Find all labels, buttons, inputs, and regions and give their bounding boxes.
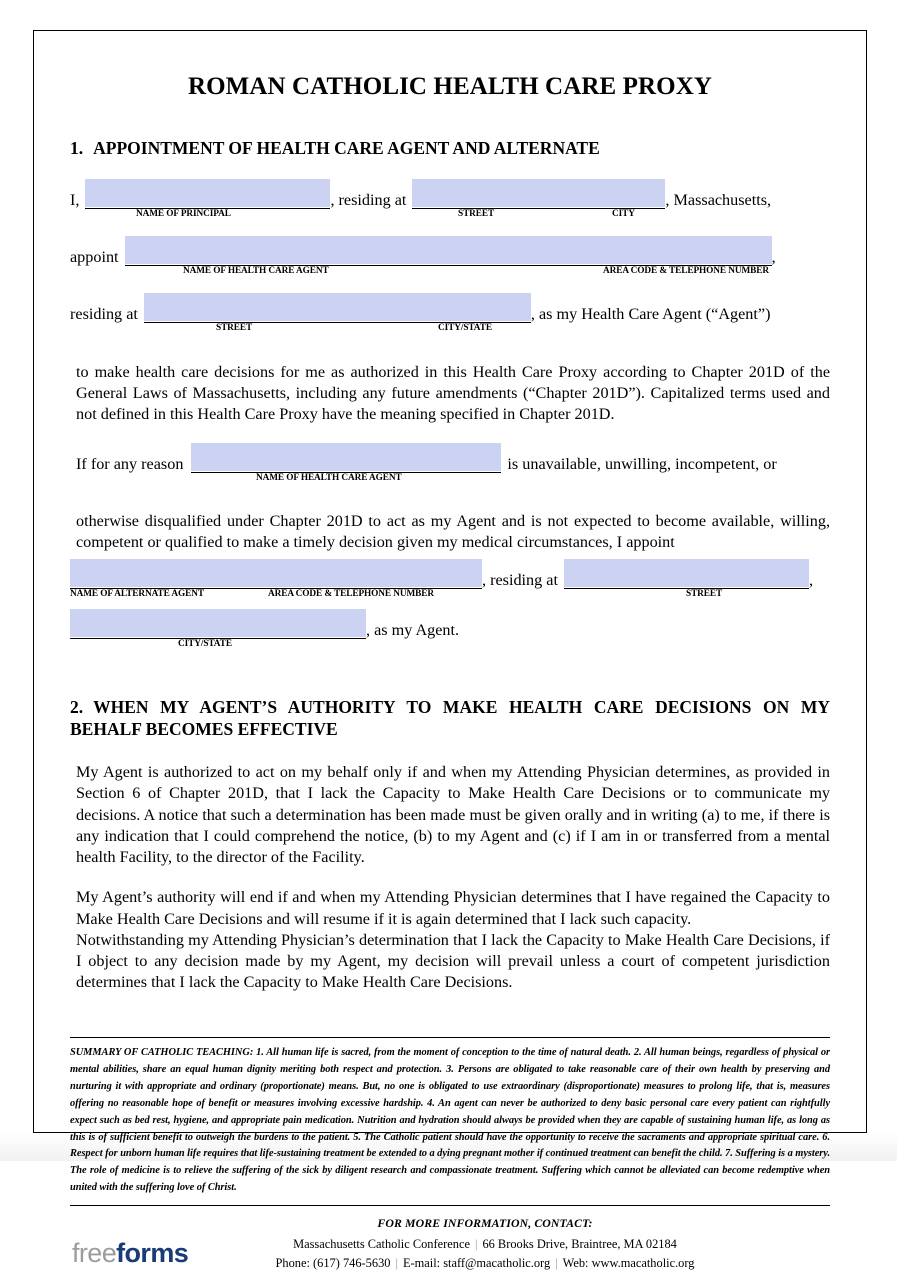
line1-prefix: I,	[70, 190, 80, 209]
section-2-paragraph-2: My Agent’s authority will end if and when my Attending Physician determines that I have regained the Capacity to Make Health Care Decisions and will resume if it is again determined that I lack such capacity.	[76, 888, 830, 928]
field-fill	[144, 293, 531, 321]
alternate-agent-name-phone-field[interactable]	[70, 559, 482, 589]
unavailable-agent-name-field[interactable]	[191, 443, 501, 473]
email-address[interactable]: E-mail: staff@macatholic.org	[402, 1255, 551, 1270]
footer	[70, 1216, 830, 1280]
section-1-paragraph-2: otherwise disqualified under Chapter 201D to act as my Agent and is not expected to become available, willing, competent or qualified to make a timely decision given my medical circumstances, I appoint	[76, 511, 830, 551]
line1-suffix: , Massachusetts,	[665, 190, 772, 209]
alternate-agent-street-field[interactable]	[564, 559, 809, 589]
caption-name-of-health-care-agent: NAME OF HEALTH CARE AGENT	[183, 266, 329, 277]
line3-prefix: residing at	[70, 304, 138, 323]
form-row-agent-unavailable	[70, 443, 830, 486]
summary-of-catholic-teaching	[70, 1045, 830, 1197]
caption-name-of-alternate-agent: NAME OF ALTERNATE AGENT	[70, 589, 204, 600]
line6-suffix: , as my Agent.	[366, 620, 460, 639]
form-row-agent-residence	[70, 293, 830, 336]
caption-name-of-principal: NAME OF PRINCIPAL	[136, 209, 231, 220]
section-1-heading	[70, 137, 830, 159]
summary-bottom-divider	[70, 1205, 830, 1206]
document-page	[33, 30, 867, 1270]
line6-captions	[70, 639, 830, 652]
organization-name: Massachusetts Catholic Conference	[293, 1237, 470, 1252]
caption-city: CITY	[612, 209, 635, 220]
section-1-paragraph-1: to make health care decisions for me as authorized in this Health Care Proxy according to Chapter 201D of the General Laws of Massachusetts, including any future amendments (“Chapter 201D”). Capitalized terms used and not defined in this Health Care Proxy have the meaning specified in Chapter 201D.	[76, 363, 830, 424]
field-fill	[191, 443, 501, 471]
line5-captions	[70, 589, 830, 602]
line3-captions	[70, 323, 830, 336]
form-row-principal	[70, 179, 830, 222]
line2-suffix: ,	[771, 247, 776, 266]
alternate-citystate-field[interactable]	[70, 609, 366, 639]
field-fill	[412, 179, 665, 207]
section-2-heading-text: WHEN MY AGENT’S AUTHORITY TO MAKE HEALTH CARE DECISIONS ON MY BEHALF BECOMES EFFECTIVE	[70, 697, 830, 740]
caption-area-code-telephone: AREA CODE & TELEPHONE NUMBER	[603, 266, 769, 277]
summary-body: 1. All human life is sacred, from the moment of conception to the time of natural death. 2. All human beings, regardless of physical or mental abilities, share an equal human dignity meriting both respect and protection. 3. Persons are obligated to take reasonable care of their own health by preserving and nurturing it with appropriate and ordinary (proportionate) means. But, no one is obligated to use extraordinary (disproportionate) measures to prolong life, that is, measures offering no reasonable hope of benefit or measures involving excessive hardship. 4. An agent can never be authorized to deny basic personal care every patient can rightfully expect such as bed rest, hygiene, and appropriate pain medication. Nutrition and hydration should always be provided when they are capable of sustaining human life, as long as this is of sufficient benefit to outweigh the burdens to the patient. 5. The Catholic patient should have the opportunity to receive the sacraments and appropriate spiritual care. 6. Respect for unborn human life requires that life-sustaining treatment be extended to a dying pregnant mother if continued treatment can benefit the child. 7. Suffering is a mystery. The role of medicine is to relieve the suffering of the sick by diligent research and compassionate treatment. Suffering which cannot be alleviated can become redemptive when united with the suffering love of Christ.	[70, 1047, 830, 1194]
caption-city-state: CITY/STATE	[438, 323, 492, 334]
agent-street-citystate-field[interactable]	[144, 293, 531, 323]
field-fill	[564, 559, 809, 587]
logo-free-text: free	[72, 1238, 117, 1269]
line4-suffix: is unavailable, unwilling, incompetent, or	[507, 454, 777, 473]
field-fill	[70, 559, 482, 587]
caption-street: STREET	[458, 209, 495, 220]
line1-mid: , residing at	[330, 190, 407, 209]
section-2-paragraph-1: My Agent is authorized to act on my behalf only if and when my Attending Physician determines, as provided in Section 6 of Chapter 201D, that I lack the Capacity to Make Health Care Decisions or to communicate my decisions. A notice that such a determination has been made must be given orally and in writing (a) to me, if there is any indication that I could comprehend the notice, (b) to my Agent and (c) if I am in or transferred from a mental health Facility, to the director of the Facility.	[76, 763, 830, 867]
section-2-number: 2.	[70, 697, 84, 718]
caption-name-of-health-care-agent: NAME OF HEALTH CARE AGENT	[256, 472, 402, 483]
freeforms-logo	[72, 1238, 188, 1269]
name-of-principal-field[interactable]	[85, 179, 330, 209]
contact-separator: |	[474, 1237, 478, 1252]
line2-captions	[70, 266, 830, 279]
line3-suffix: , as my Health Care Agent (“Agent”)	[530, 304, 771, 323]
section-1-heading-text: APPOINTMENT OF HEALTH CARE AGENT AND ALTERNATE	[93, 138, 600, 158]
line5-mid: , residing at	[482, 570, 558, 589]
logo-forms-text: forms	[116, 1238, 189, 1269]
section-2-heading	[70, 696, 830, 740]
line1-captions	[70, 209, 830, 222]
caption-area-code-telephone: AREA CODE & TELEPHONE NUMBER	[268, 589, 434, 600]
contact-line-2	[140, 1255, 830, 1273]
form-row-agent	[70, 236, 830, 279]
principal-street-city-field[interactable]	[412, 179, 665, 209]
caption-street: STREET	[686, 589, 723, 600]
phone-number: Phone: (617) 746-5630	[275, 1255, 391, 1270]
contact-line-1	[140, 1236, 830, 1254]
field-fill	[125, 236, 772, 264]
form-row-alternate-agent	[70, 559, 830, 602]
summary-label: SUMMARY OF CATHOLIC TEACHING:	[70, 1047, 254, 1059]
line2-prefix: appoint	[70, 247, 119, 266]
line4-captions	[70, 473, 830, 486]
contact-separator: |	[555, 1255, 558, 1270]
name-of-health-care-agent-field[interactable]	[125, 236, 772, 266]
caption-street: STREET	[216, 323, 253, 334]
organization-address: 66 Brooks Drive, Braintree, MA 02184	[482, 1237, 677, 1252]
section-1-number: 1.	[70, 138, 84, 158]
for-more-information-label: FOR MORE INFORMATION, CONTACT:	[377, 1216, 593, 1231]
contact-separator: |	[395, 1255, 398, 1270]
form-row-alternate-citystate	[70, 609, 830, 652]
field-fill	[85, 179, 330, 207]
section-2-paragraph-3: Notwithstanding my Attending Physician’s determination that I lack the Capacity to Make Health Care Decisions, if I object to any decision made by my Agent, my decision will prevail unless a court of competent jurisdiction determines that I lack the Capacity to Make Health Care Decisions.	[76, 930, 830, 992]
website-url[interactable]: Web: www.macatholic.org	[562, 1255, 695, 1270]
field-fill	[70, 609, 366, 637]
page-title: ROMAN CATHOLIC HEALTH CARE PROXY	[187, 73, 713, 100]
line5-suffix: ,	[808, 570, 814, 589]
summary-top-divider	[70, 1037, 830, 1038]
line4-prefix: If for any reason	[76, 454, 184, 473]
caption-city-state: CITY/STATE	[178, 639, 232, 650]
